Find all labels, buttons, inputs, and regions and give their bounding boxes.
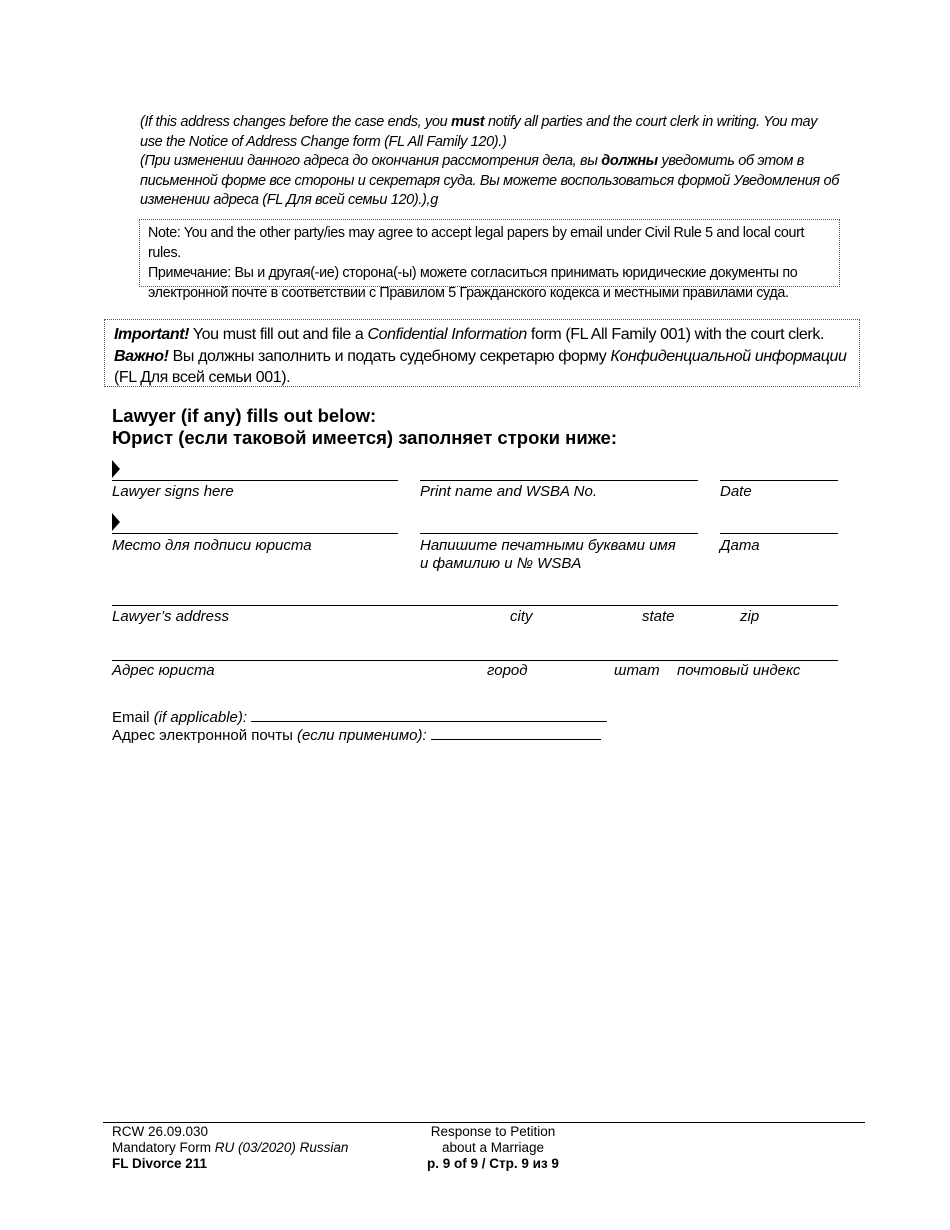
lawyer-date-line[interactable] <box>720 480 838 481</box>
sign-here-arrow-icon <box>112 513 120 531</box>
text: (При изменении данного адреса до окончания рассмотрения дела, вы <box>140 153 602 169</box>
important-notice-ru <box>114 346 851 389</box>
date-label-ru: Дата <box>720 537 760 554</box>
lawyer-print-name-line[interactable] <box>420 480 698 481</box>
address-change-note-en <box>140 113 840 152</box>
email-label: Email <box>112 709 154 726</box>
lawyer-address-label: Lawyer’s address <box>112 608 230 625</box>
important-label: Важно! <box>114 347 169 365</box>
text: (If this address changes before the case ends, you <box>140 114 452 130</box>
email-hint-ru: (если применимо): <box>297 727 427 744</box>
lawyer-email-row <box>112 707 607 727</box>
zip-label: zip <box>740 608 760 625</box>
form-title-line1: Response to Petition <box>430 1124 556 1139</box>
sign-here-arrow-icon <box>112 460 120 478</box>
email-hint: (if applicable): <box>153 709 248 726</box>
footer-form-title <box>400 1124 586 1172</box>
rcw-citation: RCW 26.09.030 <box>112 1124 209 1139</box>
footer-divider <box>103 1122 865 1123</box>
zip-label-ru: почтовый индекс <box>677 662 801 679</box>
emphasis: должны <box>601 153 658 169</box>
print-name-label-ru-line2: и фамилию и № WSBA <box>420 555 582 572</box>
mandatory-form-line <box>112 1140 348 1156</box>
footer-form-info <box>112 1124 348 1172</box>
print-name-label-ru: Напишите печатными буквами имя <box>420 537 676 554</box>
lawyer-section-heading <box>112 405 617 449</box>
lawyer-heading-ru: Юрист (если таковой имеется) заполняет строки ниже: <box>112 427 618 448</box>
form-name: Конфиденциальной информации <box>610 347 847 365</box>
address-change-note-ru <box>140 152 840 211</box>
important-notice-en <box>114 324 851 346</box>
state-label: state <box>642 608 675 625</box>
lawyer-signs-label: Lawyer signs here <box>112 483 234 500</box>
address-change-note <box>140 113 840 211</box>
lawyer-date-line-ru[interactable] <box>720 533 838 534</box>
city-label-ru: город <box>487 662 528 679</box>
lawyer-email-field[interactable] <box>251 707 607 722</box>
text: уведомить об этом в письменной форме все стороны и секретаря суда. Вы можете воспользоваться формой Уведомления об изменении адреса (FL Для всей семьи 120).),g <box>140 153 840 208</box>
city-label: city <box>510 608 533 625</box>
lawyer-heading-en: Lawyer (if any) fills out below: <box>112 405 377 426</box>
text: notify all parties and the court clerk in writing. You may use the Notice of Address Change form (FL All Family 120).) <box>140 114 818 150</box>
important-label: Important! <box>114 326 190 343</box>
text: (FL Для всей семьи 001). <box>114 369 291 386</box>
text: Mandatory Form <box>112 1140 215 1155</box>
lawyer-address-line[interactable] <box>112 605 838 606</box>
important-notice-box <box>104 319 860 387</box>
email-service-note-en: Note: You and the other party/ies may agree to accept legal papers by email under Civil Rule 5 and local court rules. <box>148 225 805 261</box>
email-label-ru: Адрес электронной почты <box>112 727 298 744</box>
lawyer-email-row-ru <box>112 725 601 745</box>
text: You must fill out and file a <box>189 326 368 343</box>
form-title-line2: about a Marriage <box>441 1140 545 1155</box>
print-name-label: Print name and WSBA No. <box>420 483 598 500</box>
text: Вы должны заполнить и подать судебному секретарю форму <box>168 347 611 365</box>
state-label-ru: штат <box>614 662 660 679</box>
page-number: p. 9 of 9 / Стр. 9 из 9 <box>427 1156 559 1171</box>
lawyer-signature-line-ru[interactable] <box>112 533 398 534</box>
emphasis: must <box>451 114 485 130</box>
email-service-note-box <box>139 219 840 301</box>
text: form (FL All Family 001) with the court clerk. <box>526 326 824 343</box>
date-label: Date <box>720 483 752 500</box>
lawyer-address-label-ru: Адрес юриста <box>112 662 215 679</box>
form-id: FL Divorce 211 <box>112 1156 208 1171</box>
form-version: RU (03/2020) Russian <box>214 1140 349 1155</box>
lawyer-email-field-ru[interactable] <box>431 725 601 740</box>
form-name: Confidential Information <box>367 326 527 343</box>
lawyer-address-line-ru[interactable] <box>112 660 838 661</box>
lawyer-print-name-line-ru[interactable] <box>420 533 698 534</box>
email-service-note-ru: Примечание: Вы и другая(-ие) сторона(-ы) можете согласиться принимать юридические документы по электронной почте в соответствии с Правилом 5 Гражданского кодекса и местными правилами суда. <box>148 265 798 301</box>
lawyer-signs-label-ru: Место для подписи юриста <box>112 537 312 554</box>
lawyer-signature-line[interactable] <box>112 480 398 481</box>
